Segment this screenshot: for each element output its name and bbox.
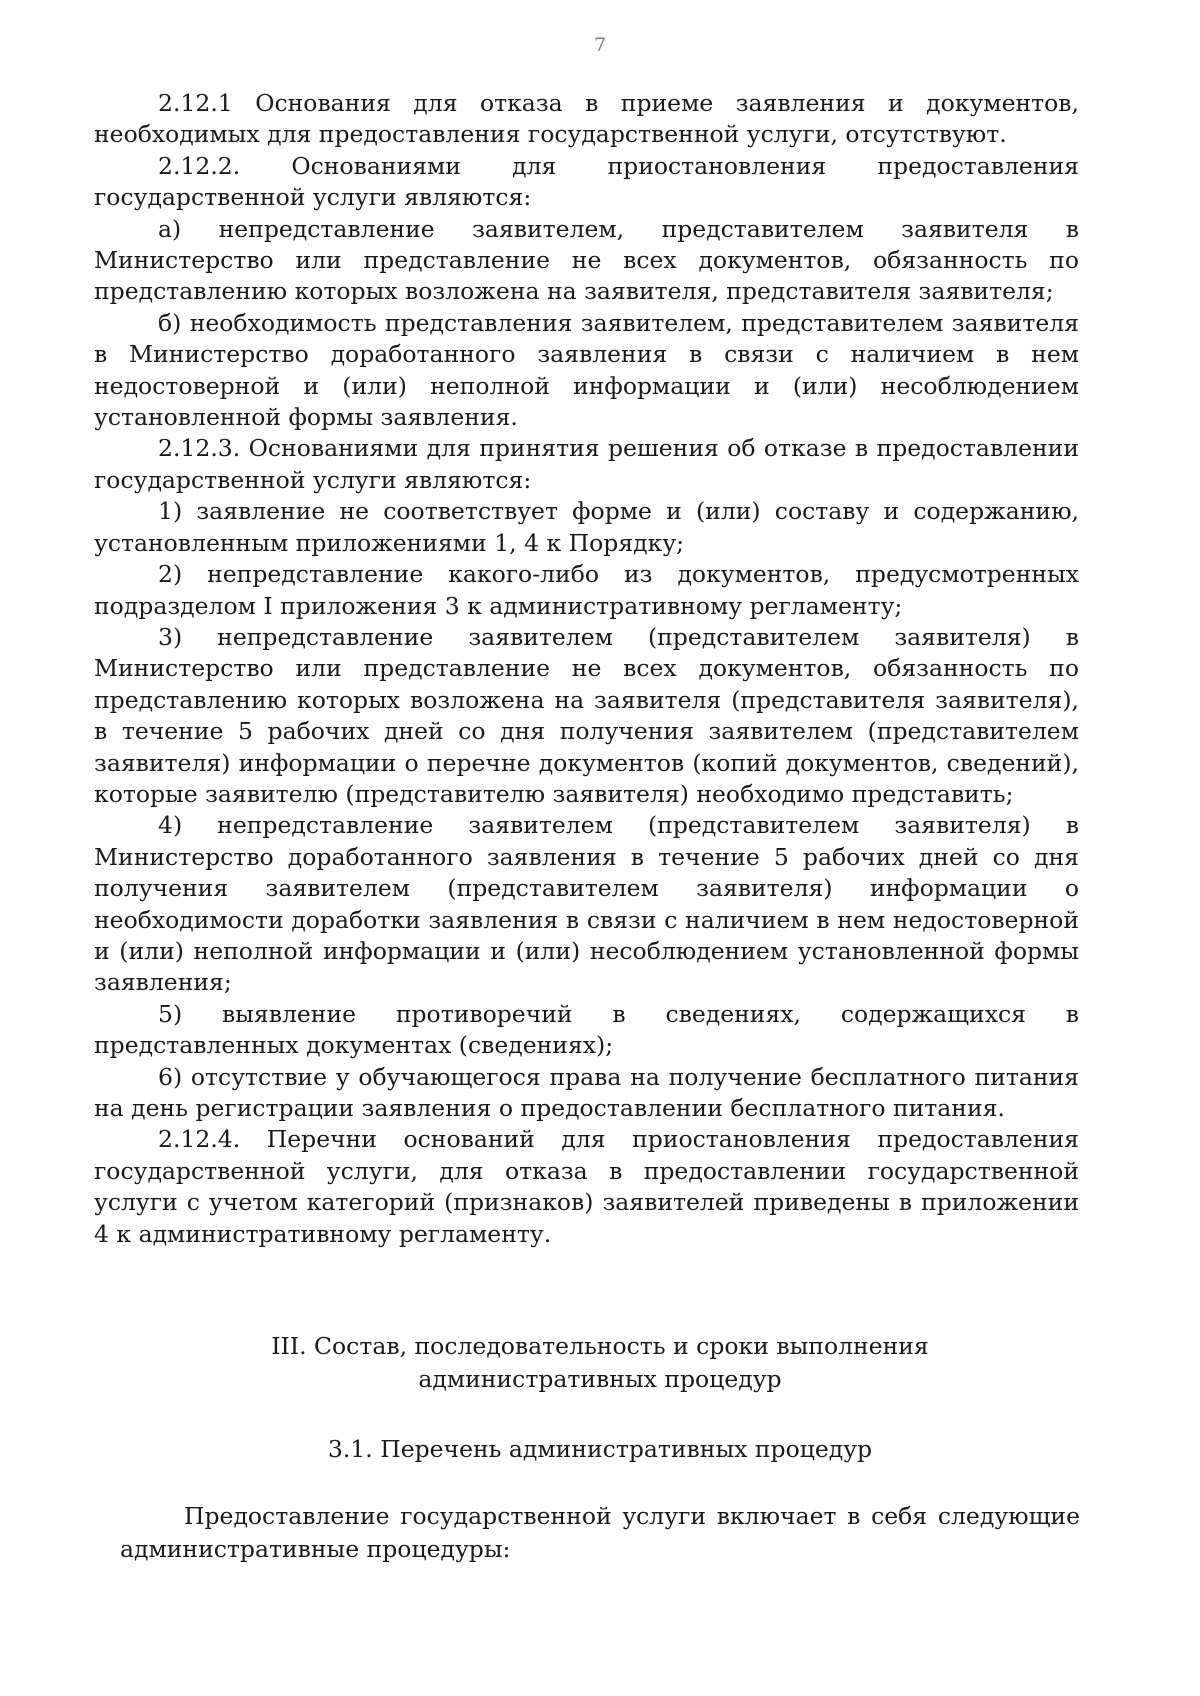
section-heading-line-1: III. Состав, последовательность и сроки выполнения [271, 1332, 929, 1360]
closing-paragraph: Предоставление государственной услуги включает в себя следующие административные процедуры: [120, 1502, 1080, 1563]
list-item-1: 1) заявление не соответствует форме и (или) составу и содержанию, установленным приложениями 1, 4 к Порядку; [94, 497, 1079, 557]
list-item-3: 3) непредставление заявителем (представителем заявителя) в Министерство или представление не всех документов, обязанность по представлению которых возложена на заявителя (представителя заявителя), в течение 5 рабочих дней со дня получения заявителем (представителем заявителя) информации о перечне документов (копий документов, сведений), которые заявителю (представителю заявителя) необходимо представить; [94, 622, 1079, 808]
section-heading-line-2: административных процедур [418, 1365, 782, 1393]
paragraph-2-12-1: 2.12.1 Основания для отказа в приеме заявления и документов, необходимых для предоставления государственной услуги, отсутствуют. [94, 89, 1079, 149]
list-item-2: 2) непредставление какого-либо из документов, предусмотренных подразделом I приложения 3 к административному регламенту; [94, 560, 1079, 620]
subsection-heading: 3.1. Перечень административных процедур [327, 1435, 873, 1463]
list-item-4: 4) непредставление заявителем (представителем заявителя) в Министерство доработанного заявления в течение 5 рабочих дней со дня получения заявителем (представителем заявителя) информации о необходимости доработки заявления в связи с наличием в нем недостоверной и (или) неполной информации и (или) несоблюдением установленной формы заявления; [94, 811, 1079, 997]
list-item-6: 6) отсутствие у обучающегося права на получение бесплатного питания на день регистрации заявления о предоставлении бесплатного питания. [94, 1062, 1079, 1122]
closing-text [120, 1500, 1080, 1566]
section-heading [0, 1330, 1200, 1396]
paragraph-2-12-2: 2.12.2. Основаниями для приостановления предоставления государственной услуги являются: [94, 151, 1079, 212]
body-text [94, 88, 1079, 1250]
list-item-a: а) непредставление заявителем, представителем заявителя в Министерство или представление не всех документов, обязанность по представлению которых возложена на заявителя, представителя заявителя; [94, 214, 1079, 306]
list-item-5: 5) выявление противоречий в сведениях, содержащихся в представленных документах (сведениях); [94, 999, 1079, 1060]
page-number: 7 [593, 34, 607, 56]
list-item-b: б) необходимость представления заявителем, представителем заявителя в Министерство доработанного заявления в связи с наличием в нем недостоверной и (или) неполной информации и (или) несоблюдением установленной формы заявления. [94, 308, 1079, 432]
paragraph-2-12-3: 2.12.3. Основаниями для принятия решения об отказе в предоставлении государственной услуги являются: [94, 434, 1079, 494]
paragraph-2-12-4: 2.12.4. Перечни оснований для приостановления предоставления государственной услуги, для отказа в предоставлении государственной услуги с учетом категорий (признаков) заявителей приведены в приложении 4 к административному регламенту. [94, 1125, 1079, 1248]
